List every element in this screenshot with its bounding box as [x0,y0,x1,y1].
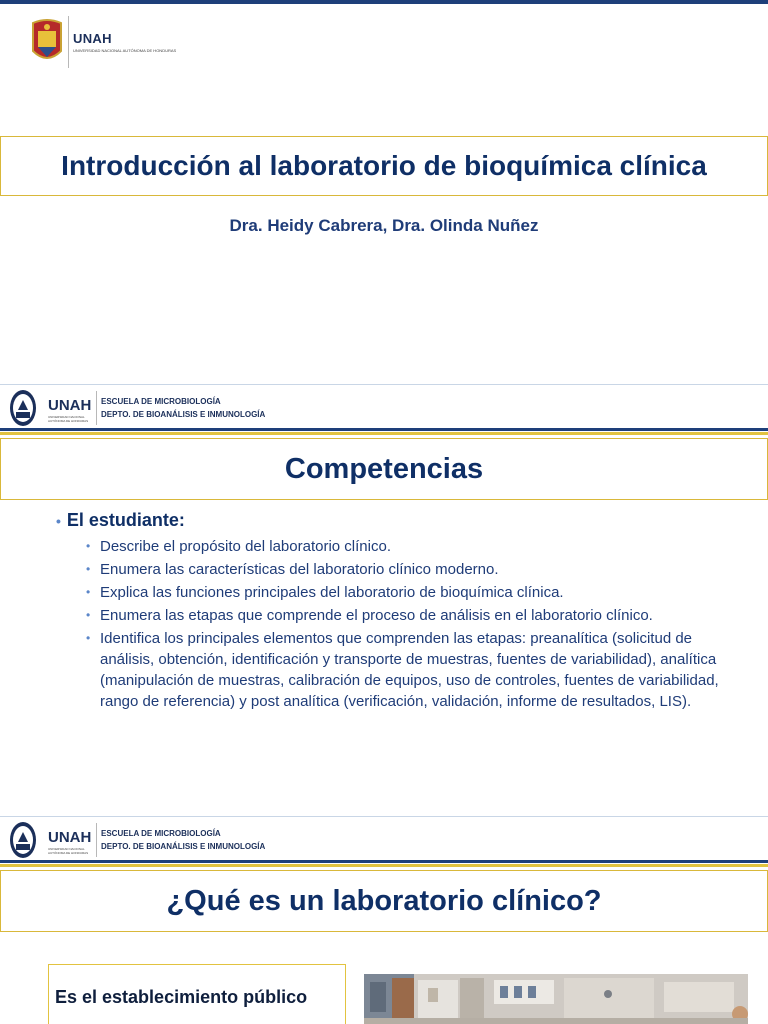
unah-logo [30,16,176,68]
band-line1: ESCUELA DE MICROBIOLOGÍA [101,397,221,406]
band-line1: ESCUELA DE MICROBIOLOGÍA [101,829,221,838]
slide3-box-text: Es el establecimiento público [55,987,308,1007]
band-line2: DEPTO. DE BIOANÁLISIS E INMUNOLOGÍA [101,410,266,419]
band-rule-gold [0,864,768,867]
slide1-authors: Dra. Heidy Cabrera, Dra. Olinda Nuñez [229,216,539,235]
slide1-title: Introducción al laboratorio de bioquímica clínica [0,136,768,196]
header-band-slide2 [0,384,768,434]
list-item [86,582,746,603]
list-item [86,536,746,557]
competencias-lead-text: El estudiante: [66,510,185,530]
slide3-text-box [48,964,346,1024]
band-brand-name: UNAH [48,397,92,414]
bullet-icon: • [86,608,91,622]
list-item-text: Enumera las etapas que comprende el proceso de análisis en el laboratorio clínico. [100,607,653,624]
band-rule-gold [0,432,768,435]
band-brand-subtitle: UNIVERSIDAD NACIONAL AUTÓNOMA DE HONDURAS [48,415,89,423]
list-item-text: Explica las funciones principales del laboratorio de bioquímica clínica. [100,584,564,601]
band-divider [96,391,97,425]
band-brand-subtitle: UNIVERSIDAD NACIONAL AUTÓNOMA DE HONDURAS [48,847,89,855]
unah-seal-icon [8,388,38,428]
list-item [86,559,746,580]
list-item-text: Enumera las características del laboratorio clínico moderno. [100,561,499,578]
list-item-text: Identifica los principales elementos que comprenden las etapas: preanalítica (solicitud de análisis, obtención, identificación y transporte de muestras, fuentes de variabilidad), analítica (manipulación de muestras, calibración de equipos, uso de controles, fuentes de variabilidad, rango de referencia) y post analítica (verificación, validación, informe de resultados, LIS). [100,630,719,710]
competencias-list [86,536,746,712]
band-divider [96,823,97,857]
slide3-title: ¿Qué es un laboratorio clínico? [0,870,768,932]
band-rule-blue [0,428,768,431]
band-line2: DEPTO. DE BIOANÁLISIS E INMUNOLOGÍA [101,842,266,851]
bullet-icon: • [86,562,91,576]
brand-name: UNAH [73,31,112,46]
header-band-slide3 [0,816,768,866]
band-brand-name: UNAH [48,829,92,846]
unah-seal-icon [30,17,64,67]
list-item [86,628,746,712]
brand-subtitle: UNIVERSIDAD NACIONAL AUTÓNOMA DE HONDURAS [73,48,177,53]
slide2-title: Competencias [0,438,768,500]
competencias-lead [56,510,746,532]
unah-seal-icon [8,820,38,860]
bullet-icon: • [86,631,91,645]
top-rule [0,0,768,4]
laboratory-photo [364,974,748,1024]
list-item-text: Describe el propósito del laboratorio clínico. [100,538,391,555]
band-rule-blue [0,860,768,863]
bullet-icon: • [86,539,91,553]
competencias-body [56,510,746,714]
bullet-icon: • [56,513,61,529]
bullet-icon: • [86,585,91,599]
list-item [86,605,746,626]
logo-divider [68,16,69,68]
